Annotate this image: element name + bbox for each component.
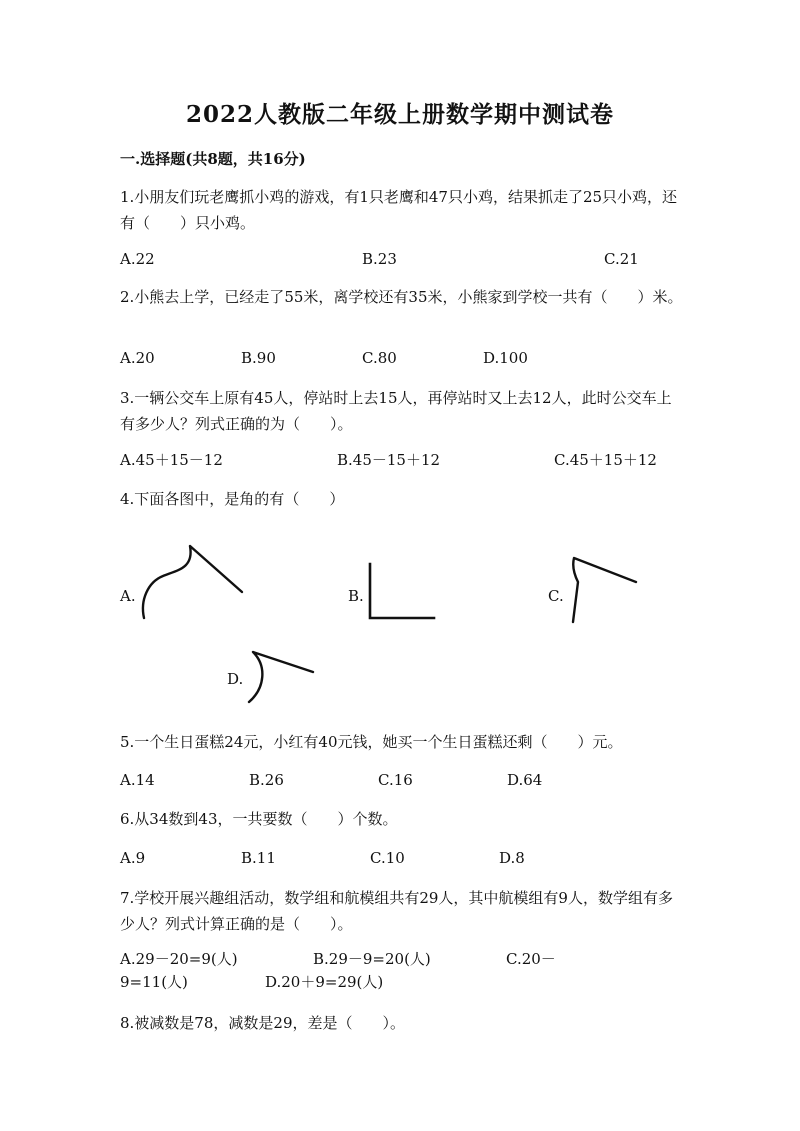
- q6-option-c: C.10: [370, 849, 405, 867]
- q4-option-a: A.: [120, 587, 136, 605]
- q3-option-c: C.45＋15＋12: [554, 451, 657, 469]
- q2-option-b: B.90: [241, 349, 276, 367]
- q2-option-c: C.80: [362, 349, 397, 367]
- q6-option-a: A.9: [120, 849, 146, 867]
- question-4: 4.下面各图中，是角的有（ ）: [120, 490, 345, 508]
- q7-option-a: A.29－20=9(人): [120, 950, 238, 968]
- figure-b-right-angle: [366, 562, 438, 624]
- q7-option-b: B.29－9=20(人): [313, 950, 431, 968]
- q7-option-c-cont: 9=11(人): [120, 973, 188, 991]
- q4-option-d: D.: [227, 670, 244, 688]
- question-8: 8.被减数是78，减数是29，差是（ ）。: [120, 1014, 405, 1032]
- q4-option-b: B.: [348, 587, 364, 605]
- q3-option-b: B.45－15＋12: [337, 451, 441, 469]
- q5-option-b: B.26: [249, 771, 284, 789]
- figure-d-curve-angle: [245, 648, 319, 706]
- figure-c-curve-angle: [566, 552, 642, 626]
- figure-a-curve-angle: [138, 540, 248, 622]
- q2-option-a: A.20: [120, 349, 155, 367]
- q1-option-b: B.23: [362, 250, 397, 268]
- q5-option-a: A.14: [120, 771, 155, 789]
- q4-option-c: C.: [548, 587, 564, 605]
- q7-option-c: C.20－: [506, 950, 556, 968]
- question-3: 3.一辆公交车上原有45人，停站时上去15人，再停站时又上去12人，此时公交车上有多少人？列式正确的为（ ）。: [120, 389, 672, 433]
- section-heading: 一.选择题(共8题，共16分): [120, 150, 306, 168]
- q6-option-d: D.8: [499, 849, 525, 867]
- question-6: 6.从34数到43，一共要数（ ）个数。: [120, 810, 398, 828]
- q7-option-d: D.20＋9=29(人): [265, 973, 384, 991]
- q6-option-b: B.11: [241, 849, 276, 867]
- question-7: 7.学校开展兴趣组活动，数学组和航模组共有29人，其中航模组有9人，数学组有多少人？列式计算正确的是（ ）。: [120, 889, 673, 933]
- q3-option-a: A.45＋15－12: [120, 451, 223, 469]
- q1-option-c: C.21: [604, 250, 639, 268]
- question-5: 5.一个生日蛋糕24元，小红有40元钱，她买一个生日蛋糕还剩（ ）元。: [120, 733, 623, 751]
- q1-option-a: A.22: [120, 250, 155, 268]
- question-1: 1.小朋友们玩老鹰抓小鸡的游戏，有1只老鹰和47只小鸡，结果抓走了25只小鸡，还有（ ）只小鸡。: [120, 188, 678, 232]
- q5-option-c: C.16: [378, 771, 413, 789]
- q5-option-d: D.64: [507, 771, 543, 789]
- page-title: 2022人教版二年级上册数学期中测试卷: [185, 101, 614, 128]
- question-2: 2.小熊去上学，已经走了55米，离学校还有35米，小熊家到学校一共有（ ）米。: [120, 288, 683, 306]
- q2-option-d: D.100: [483, 349, 528, 367]
